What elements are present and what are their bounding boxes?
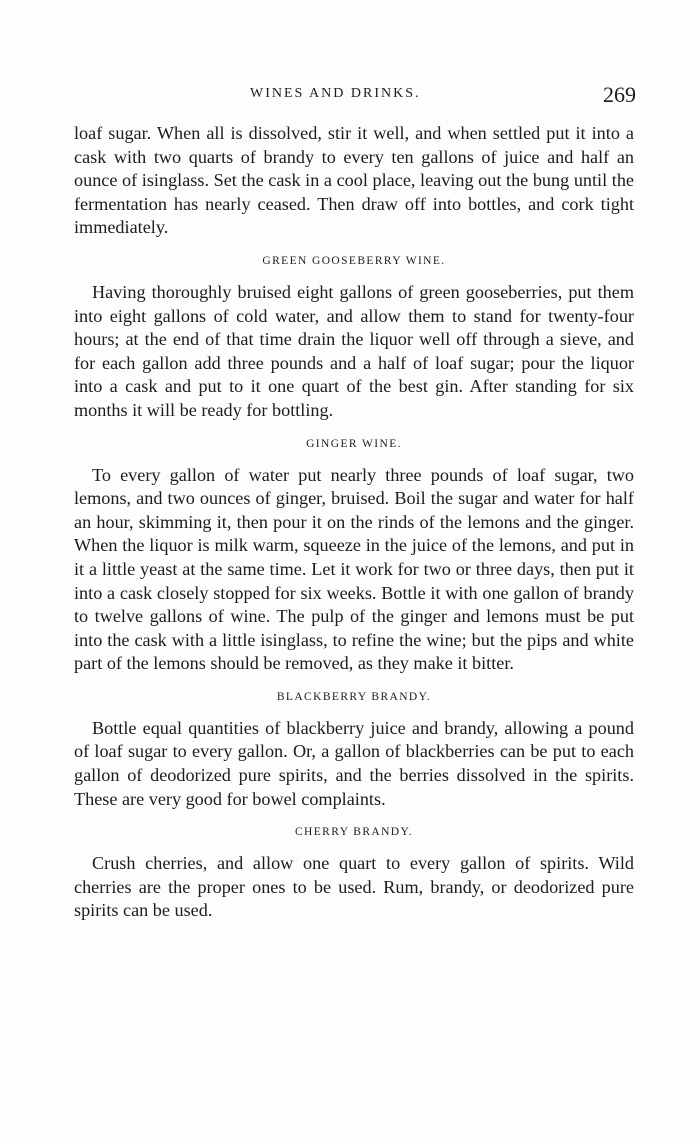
page-number: 269 [603, 82, 636, 107]
section-heading-green-gooseberry-wine: GREEN GOOSEBERRY WINE. [262, 254, 446, 267]
intro-paragraph: loaf sugar. When all is dissolved, stir it well, and when settled put it into a cask with two quarts of brandy to every ten gallons of juice and half an ounce of isinglass. Set the cask in a cool place, leaving out the bung until the fermentation has nearly ceased. Then draw off into bottles, and cork tight immediately. [74, 123, 634, 238]
section-heading-ginger-wine: GINGER WINE. [306, 437, 402, 450]
page-body [74, 122, 634, 923]
section-text-cherry-brandy: Crush cherries, and allow one quart to every gallon of spirits. Wild cherries are the proper ones to be used. Rum, brandy, or deodorized pure spirits can be used. [74, 853, 634, 921]
section-text-ginger-wine: To every gallon of water put nearly three pounds of loaf sugar, two lemons, and two ounces of ginger, bruised. Boil the sugar and water for half an hour, skimming it, then pour it on the rinds of the lemons and the ginger. When the liquor is milk warm, squeeze in the juice of the lemons, and put in it a little yeast at the same time. Let it work for two or three days, then put it into a cask closely stopped for six weeks. Bottle it with one gallon of brandy to twelve gallons of wine. The pulp of the ginger and lemons must be put into the cask with a little isinglass, to refine the wine; but the pips and white part of the lemons should be removed, as they make it bitter. [74, 464, 634, 674]
section-text-blackberry-brandy: Bottle equal quantities of blackberry juice and brandy, allowing a pound of loaf sugar to every gallon. Or, a gallon of blackberries can be put to each gallon of deodorized pure spirits, and the berries dissolved in the spirits. These are very good for bowel complaints. [74, 717, 634, 809]
section-heading-cherry-brandy: CHERRY BRANDY. [294, 826, 413, 839]
section-text-green-gooseberry-wine: Having thoroughly bruised eight gallons of green gooseberries, put them into eight gallons of cold water, and allow them to stand for twenty-four hours; at the end of that time drain the liquor well off through a sieve, and for each gallon add three pounds and a half of loaf sugar; pour the liquor into a cask and put to it one quart of the best gin. After standing for six months it will be ready for bottling. [74, 281, 634, 420]
running-head: WINES AND DRINKS. [250, 86, 421, 101]
section-heading-blackberry-brandy: BLACKBERRY BRANDY. [276, 690, 432, 703]
